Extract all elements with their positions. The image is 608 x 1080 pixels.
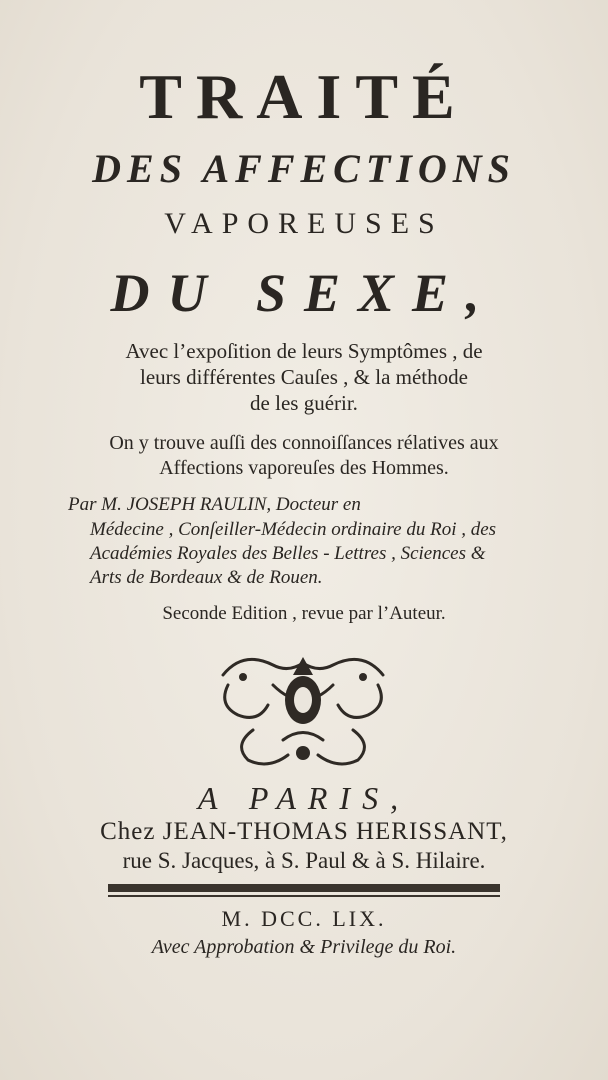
description-line: leurs différentes Cauſes , & la méthode [140, 365, 468, 389]
author-line: Médecine , Conſeiller-Médecin ordinaire du Roi , des [90, 519, 497, 540]
book-title: TRAITÉ [139, 61, 469, 132]
author-line: Académies Royales des Belles - Lettres , Sciences & [90, 543, 486, 564]
description-line: Avec l’expoſition de leurs Symptômes , de [125, 339, 483, 363]
author-line: Arts de Bordeaux & de Rouen. [90, 567, 323, 588]
edition-statement: Seconde Edition , revue par l’Auteur. [162, 603, 446, 624]
imprint-place: A PARIS, [197, 780, 411, 816]
description-line: de les guérir. [250, 391, 358, 415]
ornamental-rule [108, 884, 500, 892]
ornamental-rule-thin [108, 895, 500, 897]
printers-ornament-icon [213, 645, 393, 775]
subtitle-line-3: DU SEXE, [110, 263, 498, 323]
publisher-line: Chez JEAN-THOMAS HERISSANT, [100, 818, 508, 845]
imprint-date: M. DCC. LIX. [221, 906, 387, 931]
note-line: On y trouve auſſi des connoiſſances rélatives aux [109, 432, 499, 454]
subtitle-line-1: DES AFFECTIONS [92, 146, 516, 191]
approbation-line: Avec Approbation & Privilege du Roi. [151, 936, 457, 958]
author-line: Par M. JOSEPH RAULIN, Docteur en [68, 494, 361, 515]
note-line: Affections vaporeuſes des Hommes. [159, 457, 449, 479]
subtitle-line-2: VAPOREUSES [164, 207, 444, 240]
publisher-line: rue S. Jacques, à S. Paul & à S. Hilaire. [122, 848, 486, 873]
